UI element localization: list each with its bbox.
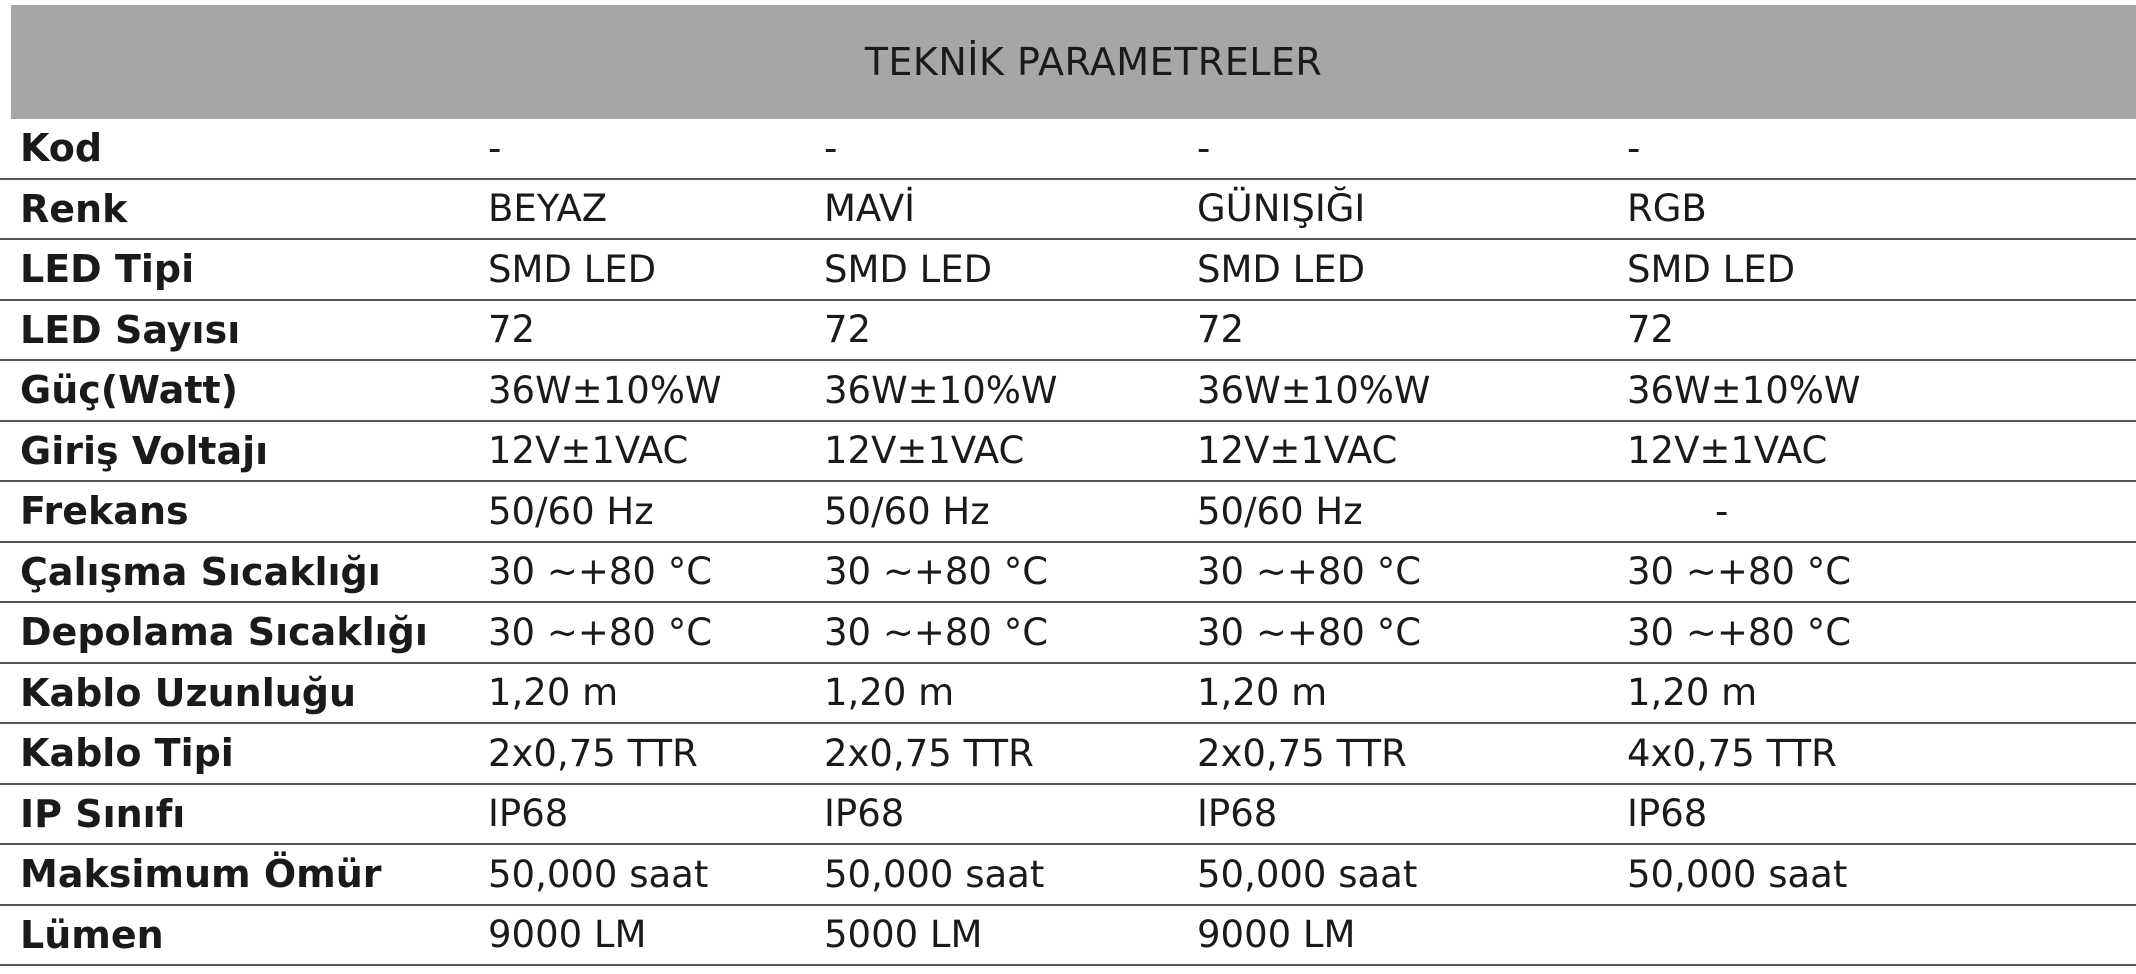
cell-value: GÜNIŞIĞI: [1197, 187, 1366, 231]
cell-value: 36W±10%W: [488, 368, 722, 412]
row-label: Kod: [20, 126, 103, 171]
cell-value: 2x0,75 TTR: [824, 731, 1034, 775]
cell-value: 30 ~+80 °C: [488, 550, 713, 594]
cell-value: IP68: [488, 792, 569, 836]
cell-value: 30 ~+80 °C: [824, 550, 1049, 594]
cell-value: IP68: [1627, 792, 1708, 836]
cell-value: 50,000 saat: [1627, 852, 1848, 896]
cell-value: 50,000 saat: [1197, 852, 1418, 896]
row-label: Giriş Voltajı: [20, 428, 269, 473]
table-row: [0, 785, 2136, 846]
cell-value: 4x0,75 TTR: [1627, 731, 1837, 775]
row-label: Maksimum Ömür: [20, 852, 382, 897]
row-label: Renk: [20, 186, 128, 231]
cell-value: SMD LED: [824, 247, 993, 291]
cell-value: -: [824, 126, 838, 170]
row-label: Kablo Tipi: [20, 731, 234, 776]
cell-value: 50/60 Hz: [824, 489, 990, 533]
table-row: [0, 482, 2136, 543]
cell-value: SMD LED: [1627, 247, 1796, 291]
cell-value: 72: [488, 308, 536, 352]
table-row: [0, 543, 2136, 604]
row-label: Lümen: [20, 912, 164, 957]
cell-value: 1,20 m: [1627, 671, 1758, 715]
cell-value: 1,20 m: [488, 671, 619, 715]
table-row: [0, 180, 2136, 241]
cell-value: 50,000 saat: [488, 852, 709, 896]
table-row: [0, 119, 2136, 180]
row-label: Çalışma Sıcaklığı: [20, 549, 381, 594]
cell-value: 12V±1VAC: [1197, 429, 1398, 473]
cell-value: 2x0,75 TTR: [488, 731, 698, 775]
cell-value: 36W±10%W: [824, 368, 1058, 412]
cell-value: -: [1715, 489, 1729, 533]
cell-value: 9000 LM: [1197, 913, 1356, 957]
cell-value: -: [1197, 126, 1211, 170]
cell-value: 30 ~+80 °C: [488, 610, 713, 654]
row-label: Depolama Sıcaklığı: [20, 610, 428, 655]
table-row: [0, 301, 2136, 362]
cell-value: 36W±10%W: [1627, 368, 1861, 412]
cell-value: 50/60 Hz: [1197, 489, 1363, 533]
spec-table: [0, 119, 2136, 966]
cell-value: 12V±1VAC: [488, 429, 689, 473]
cell-value: 72: [824, 308, 872, 352]
cell-value: 30 ~+80 °C: [824, 610, 1049, 654]
table-row: [0, 845, 2136, 906]
cell-value: 12V±1VAC: [824, 429, 1025, 473]
cell-value: 9000 LM: [488, 913, 647, 957]
cell-value: SMD LED: [488, 247, 657, 291]
cell-value: 30 ~+80 °C: [1197, 550, 1422, 594]
cell-value: 72: [1197, 308, 1245, 352]
cell-value: 50/60 Hz: [488, 489, 654, 533]
table-row: [0, 664, 2136, 725]
cell-value: 30 ~+80 °C: [1197, 610, 1422, 654]
cell-value: 1,20 m: [824, 671, 955, 715]
cell-value: SMD LED: [1197, 247, 1366, 291]
cell-value: -: [488, 126, 502, 170]
row-label: LED Tipi: [20, 247, 195, 292]
row-label: Frekans: [20, 489, 189, 534]
cell-value: BEYAZ: [488, 187, 608, 231]
cell-value: 2x0,75 TTR: [1197, 731, 1407, 775]
cell-value: 30 ~+80 °C: [1627, 610, 1852, 654]
cell-value: -: [1627, 126, 1641, 170]
table-row: [0, 603, 2136, 664]
cell-value: RGB: [1627, 187, 1707, 231]
table-row: [0, 724, 2136, 785]
cell-value: MAVİ: [824, 187, 916, 231]
cell-value: IP68: [824, 792, 905, 836]
cell-value: 12V±1VAC: [1627, 429, 1828, 473]
table-title: TEKNİK PARAMETRELER: [864, 40, 1323, 84]
row-label: LED Sayısı: [20, 307, 241, 352]
table-row: [0, 361, 2136, 422]
row-label: IP Sınıfı: [20, 791, 186, 836]
cell-value: 5000 LM: [824, 913, 983, 957]
cell-value: 36W±10%W: [1197, 368, 1431, 412]
title-bar: [11, 5, 2136, 119]
row-label: Güç(Watt): [20, 368, 239, 413]
table-row: [0, 240, 2136, 301]
cell-value: 72: [1627, 308, 1675, 352]
row-label: Kablo Uzunluğu: [20, 670, 357, 715]
cell-value: 30 ~+80 °C: [1627, 550, 1852, 594]
cell-value: 50,000 saat: [824, 852, 1045, 896]
table-row: [0, 906, 2136, 967]
cell-value: IP68: [1197, 792, 1278, 836]
cell-value: 1,20 m: [1197, 671, 1328, 715]
table-row: [0, 422, 2136, 483]
